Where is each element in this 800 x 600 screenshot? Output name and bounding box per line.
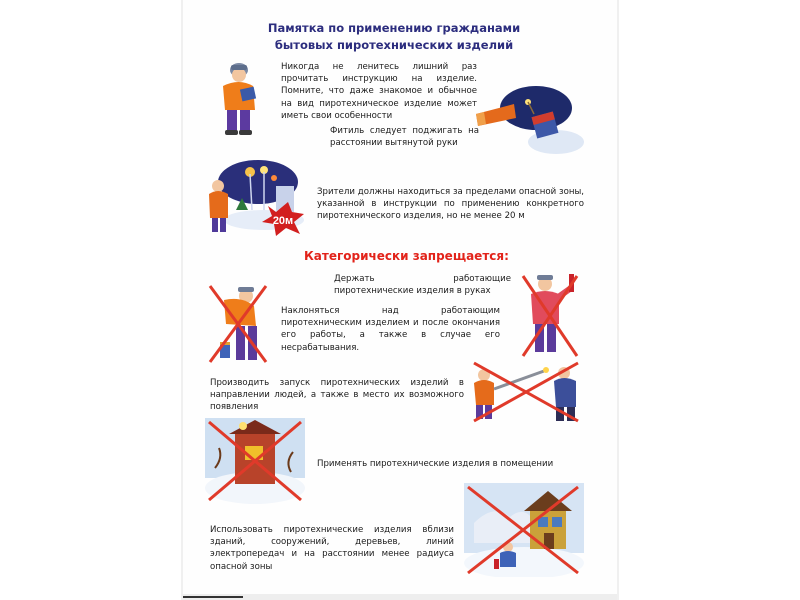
prohibition-indoors: Применять пиротехнические изделия в помещении [317, 459, 554, 469]
illustration-lighting-fuse [474, 84, 584, 156]
prohibition-hold-in-hands: Держать работающие пиротехнические изделия в руках [334, 274, 511, 297]
tip-safe-distance: Зрители должны находиться за пределами опасной зоны, указанной в инструкции по применению конкретного пиротехнического изделия, но не менее 20 м [317, 187, 584, 222]
illustration-man-reading-instruction [213, 60, 265, 136]
title-line-1: Памятка по применению гражданами [267, 21, 521, 35]
prohibition-near-buildings: Использовать пиротехнические изделия вблизи зданий, сооружений, деревьев, линий электропередач и на расстоянии менее радиуса опасной зоны [210, 525, 454, 572]
scan-bottom-edge [183, 594, 617, 600]
prohibition-lean-over: Наклоняться над работающим пиротехническим изделием и после окончания его работы, а также в случае его несрабатывания. [281, 306, 500, 353]
illustration-indoors-crossed [205, 418, 305, 504]
sheet-edge-right [617, 0, 619, 600]
illustration-safe-distance [206, 160, 306, 236]
prohibition-aim-at-people: Производить запуск пиротехнических изделий в направлении людей, а также в место их возможного появления [210, 378, 464, 413]
forbidden-heading: Категорически запрещается: [304, 249, 509, 263]
illustration-leaning-over-crossed [206, 282, 272, 366]
tip-read-instruction: Никогда не ленитесь лишний раз прочитать инструкцию на изделие. Помните, что даже знакомое и обычное на вид пиротехническое изделие может иметь свои особенности [281, 62, 477, 121]
illustration-near-buildings-crossed [464, 483, 584, 577]
title-line-2: бытовых пиротехнических изделий [274, 38, 514, 52]
illustration-aim-at-people-crossed [470, 361, 582, 423]
tip-light-fuse: Фитиль следует поджигать на расстоянии вытянутой руки [330, 126, 479, 149]
page-title [260, 20, 528, 54]
illustration-holding-firework-crossed [519, 270, 583, 360]
distance-badge: 20м [272, 215, 294, 227]
